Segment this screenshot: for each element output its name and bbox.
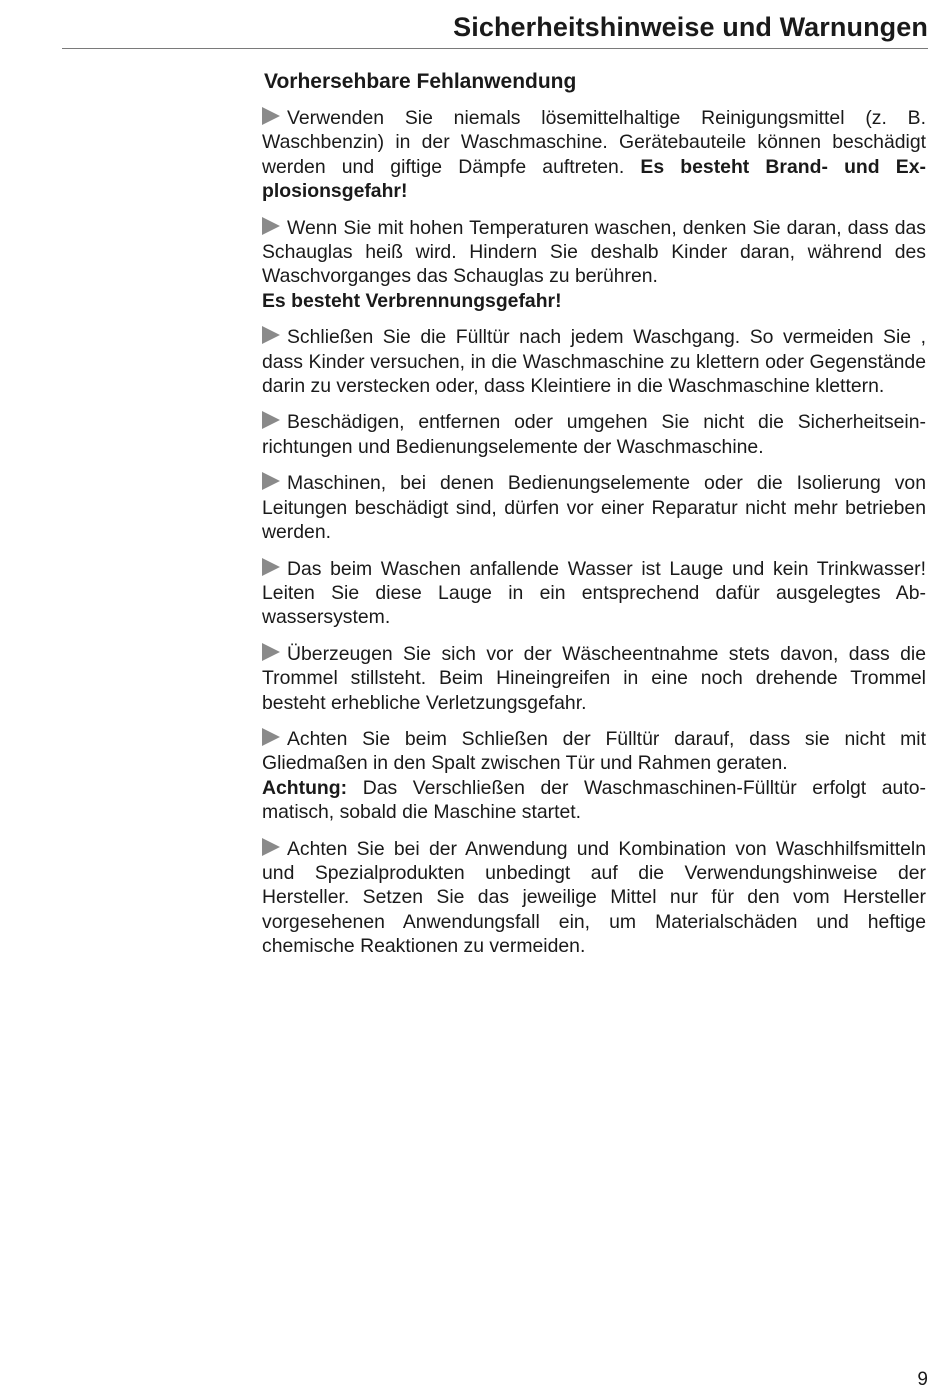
triangle-bullet-icon (262, 107, 280, 125)
triangle-bullet-icon (262, 326, 280, 344)
triangle-bullet-icon (262, 558, 280, 576)
item-text: Maschinen, bei denen Bedienungselemente oder die Isolierung von Leitungen beschädigt sind, dürfen vor einer Reparatur nicht mehr betrieben werden. (262, 472, 926, 544)
item-note (262, 776, 926, 825)
item-text: Verwenden Sie niemals lösemittelhaltige Reinigungsmittel (z. B. Waschbenzin) in der Waschmaschine. Gerätebauteile können beschädigt werden und giftige Dämpfe auftreten. (262, 107, 926, 178)
triangle-bullet-icon (262, 643, 280, 661)
section-heading: Vorhersehbare Fehlanwendung (264, 70, 577, 93)
header-divider (62, 48, 928, 49)
item-warning: Es besteht Brand- und Explosionsgefahr! (262, 155, 926, 203)
list-item (262, 325, 926, 398)
list-item (262, 410, 926, 459)
item-text: Überzeugen Sie sich vor der Wäscheentnahme stets davon, dass die Trommel stillsteht. Beim Hineingreifen in eine noch drehende Trommel besteht erhebliche Verletzungsgefahr. (262, 642, 926, 714)
section-content (262, 68, 926, 971)
item-warning: Es besteht Verbrennungsgefahr! (262, 289, 562, 312)
triangle-bullet-icon (262, 728, 280, 746)
item-text: Wenn Sie mit hohen Temperaturen waschen, denken Sie daran, dass das Schauglas heiß wird. Hindern Sie deshalb Kinder daran, während des Waschvorganges das Schauglas zu berühren. (262, 216, 926, 288)
item-text: Beschädigen, entfernen oder umgehen Sie nicht die Sicherheitseinrichtungen und Bedienungselemente der Waschmaschine. (262, 411, 926, 458)
item-text: Achten Sie beim Schließen der Fülltür darauf, dass sie nicht mit Gliedmaßen in den Spalt zwischen Tür und Rahmen geraten. (262, 727, 926, 775)
triangle-bullet-icon (262, 217, 280, 235)
item-text: Schließen Sie die Fülltür nach jedem Waschgang. So vermeiden Sie , dass Kinder versuchen, in die Waschmaschine zu klettern oder Gegenstände darin zu verstecken oder, dass Kleintiere in die Waschmaschine klettern. (262, 326, 926, 398)
item-text: Das beim Waschen anfallende Wasser ist Lauge und kein Trinkwasser! Leiten Sie diese Lauge in ein entsprechend dafür ausgelegtes Abwassersystem. (262, 557, 926, 629)
list-item (262, 837, 926, 959)
list-item (262, 471, 926, 544)
note-label: Achtung: (262, 776, 348, 799)
triangle-bullet-icon (262, 411, 280, 429)
page-number: 9 (917, 1369, 928, 1390)
list-item (262, 642, 926, 715)
list-item (262, 216, 926, 314)
list-item (262, 727, 926, 825)
list-item (262, 106, 926, 204)
item-text: Achten Sie bei der Anwendung und Kombination von Waschhilfsmitteln und Spezialprodukten unbedingt auf die Verwendungshinweise der Hersteller. Setzen Sie das jeweilige Mittel nur für den vom Hersteller vorgesehenen Anwendungsfall ein, um Materialschäden und heftige chemische Reaktionen zu vermeiden. (262, 837, 926, 958)
note-text: Das Verschließen der Waschmaschinen-Fülltür erfolgt automatisch, sobald die Maschine startet. (262, 776, 926, 824)
page-header-title: Sicherheitshinweise und Warnungen (453, 12, 928, 42)
triangle-bullet-icon (262, 472, 280, 490)
triangle-bullet-icon (262, 838, 280, 856)
list-item (262, 557, 926, 630)
